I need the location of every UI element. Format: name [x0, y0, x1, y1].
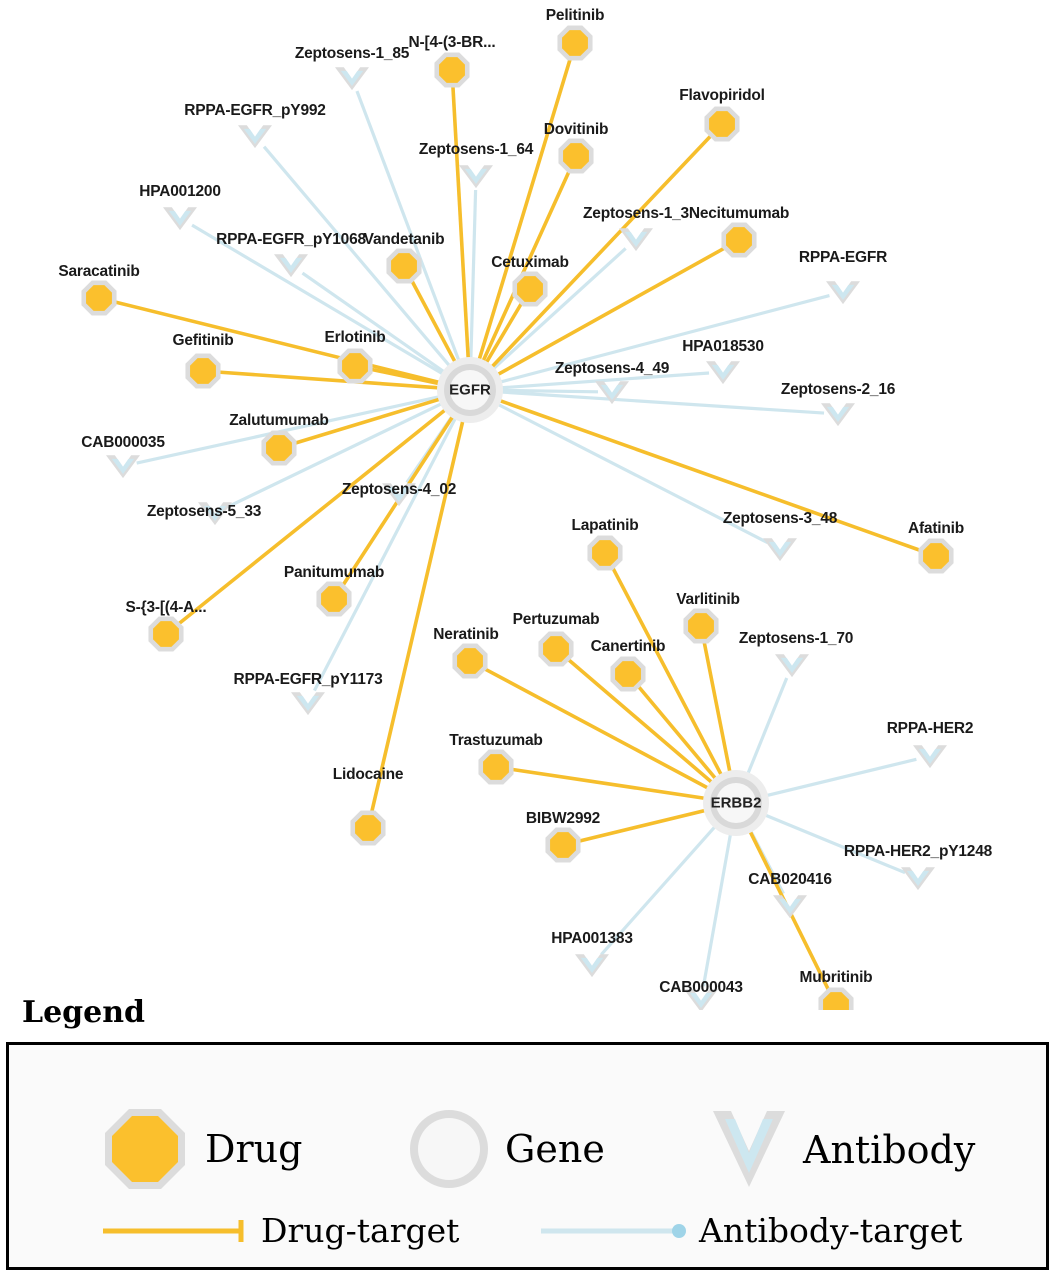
antibody-node — [163, 207, 197, 230]
drug-node — [818, 987, 853, 1010]
drug-node-label: Trastuzumab — [449, 732, 543, 749]
antibody-node — [335, 67, 369, 90]
antibody-node-label: HPA001200 — [139, 183, 221, 200]
antibody-node-label: RPPA-EGFR_pY1068 — [216, 231, 366, 248]
antibody-chevron-icon — [709, 1107, 789, 1193]
drug-node-label: Zalutumumab — [229, 412, 329, 429]
antibody-node-label: CAB020416 — [748, 871, 832, 888]
antibody-node — [274, 254, 308, 277]
drug-node-label: Gefitinib — [172, 332, 234, 349]
drug-node-label: BIBW2992 — [525, 810, 601, 827]
antibody-node — [826, 281, 860, 304]
drug-node — [261, 430, 296, 465]
antibody-node — [595, 381, 629, 404]
antibody-node-label: CAB000035 — [81, 434, 165, 451]
drug-node-label: Canertinib — [590, 638, 666, 655]
legend-label-antibody-target: Antibody-target — [699, 1211, 963, 1250]
drug-node — [558, 138, 593, 173]
antibody-node-label: RPPA-HER2_pY1248 — [843, 843, 993, 860]
drug-node-label: Erlotinib — [324, 329, 386, 346]
drug-node-label: S-{3-[(4-A... — [125, 599, 207, 616]
legend-label-gene: Gene — [505, 1127, 605, 1171]
antibody-node — [773, 895, 807, 918]
antibody-node-label: Zeptosens-1_85 — [294, 45, 410, 62]
drug-node — [683, 608, 718, 643]
legend-label-drug: Drug — [205, 1127, 303, 1171]
drug-node-label: Panitumumab — [283, 564, 385, 581]
legend-box — [6, 1042, 1049, 1270]
drug-node — [148, 616, 183, 651]
legend-item-antibody-target — [539, 1211, 962, 1250]
antibody-node-label: Zeptosens-4_02 — [341, 481, 457, 498]
drug-node — [587, 535, 622, 570]
drug-node-label: Necitumumab — [688, 205, 790, 222]
drug-node — [337, 348, 372, 383]
antibody-node — [763, 538, 797, 561]
antibody-node-label: Zeptosens-1_64 — [418, 141, 534, 158]
drug-node-label: Cetuximab — [491, 254, 569, 271]
antibody-node-label: RPPA-HER2 — [886, 720, 974, 737]
drug-node — [185, 353, 220, 388]
antibody-node — [913, 745, 947, 768]
legend-label-drug-target: Drug-target — [261, 1211, 460, 1250]
antibody-node — [619, 228, 653, 251]
legend-item-antibody — [709, 1107, 975, 1193]
antibody-node-label: Zeptosens-1_3 — [583, 205, 689, 222]
antibody-node — [459, 165, 493, 188]
drug-node — [478, 749, 513, 784]
antibody-node — [238, 125, 272, 148]
drug-node — [721, 222, 756, 257]
drug-node-label: Lidocaine — [332, 766, 404, 783]
gene-circle-icon — [407, 1107, 491, 1191]
drug-node-label: Flavopiridol — [679, 87, 765, 104]
drug-node — [545, 827, 580, 862]
drug-edge-icon — [101, 1216, 251, 1246]
gene-node-label: ERBB2 — [710, 794, 762, 812]
legend-item-gene — [407, 1107, 605, 1191]
drug-node-label: Neratinib — [433, 626, 499, 643]
antibody-node — [706, 361, 740, 384]
antibody-node-label: RPPA-EGFR_pY992 — [184, 102, 326, 119]
drug-node-label: Dovitinib — [543, 121, 609, 138]
drug-node — [386, 248, 421, 283]
drug-node — [704, 106, 739, 141]
antibody-node — [291, 692, 325, 715]
legend-label-antibody: Antibody — [803, 1128, 976, 1172]
antibody-node-label: Zeptosens-1_70 — [738, 630, 854, 647]
drug-node — [557, 25, 592, 60]
antibody-node — [901, 867, 935, 890]
drug-node — [538, 631, 573, 666]
antibody-edge-icon — [539, 1216, 689, 1246]
antibody-node-label: HPA001383 — [551, 930, 633, 947]
drug-node-label: Pertuzumab — [512, 611, 600, 628]
drug-node-label: N-[4-(3-BR... — [408, 34, 496, 51]
drug-octagon-icon — [99, 1103, 191, 1195]
legend-item-drug-target — [101, 1211, 459, 1250]
antibody-node-label: Zeptosens-2_16 — [780, 381, 896, 398]
antibody-node-label: HPA018530 — [682, 338, 764, 355]
drug-node — [610, 656, 645, 691]
antibody-node — [575, 954, 609, 977]
legend-item-drug — [99, 1103, 302, 1195]
drug-node — [434, 52, 469, 87]
drug-node — [918, 538, 953, 573]
drug-node-label: Afatinib — [907, 520, 965, 537]
drug-node — [350, 810, 385, 845]
antibody-node-label: Zeptosens-4_49 — [554, 360, 670, 377]
drug-node — [316, 581, 351, 616]
drug-node-label: Vandetanib — [363, 231, 445, 248]
drug-node-label: Mubritinib — [799, 969, 873, 986]
antibody-node-label: CAB000043 — [659, 979, 743, 996]
gene-node-label: EGFR — [449, 381, 491, 399]
antibody-node — [821, 403, 855, 426]
drug-node — [512, 271, 547, 306]
drug-node-label: Lapatinib — [571, 517, 639, 534]
antibody-node — [775, 654, 809, 677]
drug-node — [452, 643, 487, 678]
drug-node-label: Varlitinib — [676, 591, 740, 608]
drug-node-label: Pelitinib — [545, 7, 605, 24]
drug-node — [81, 280, 116, 315]
antibody-node-label: Zeptosens-3_48 — [722, 510, 838, 527]
antibody-node — [106, 455, 140, 478]
antibody-node-label: RPPA-EGFR_pY1173 — [233, 671, 383, 688]
antibody-node-label: RPPA-EGFR — [798, 249, 888, 266]
legend-title: Legend — [22, 995, 146, 1030]
drug-node-label: Saracatinib — [58, 263, 140, 280]
antibody-node-label: Zeptosens-5_33 — [146, 503, 262, 520]
